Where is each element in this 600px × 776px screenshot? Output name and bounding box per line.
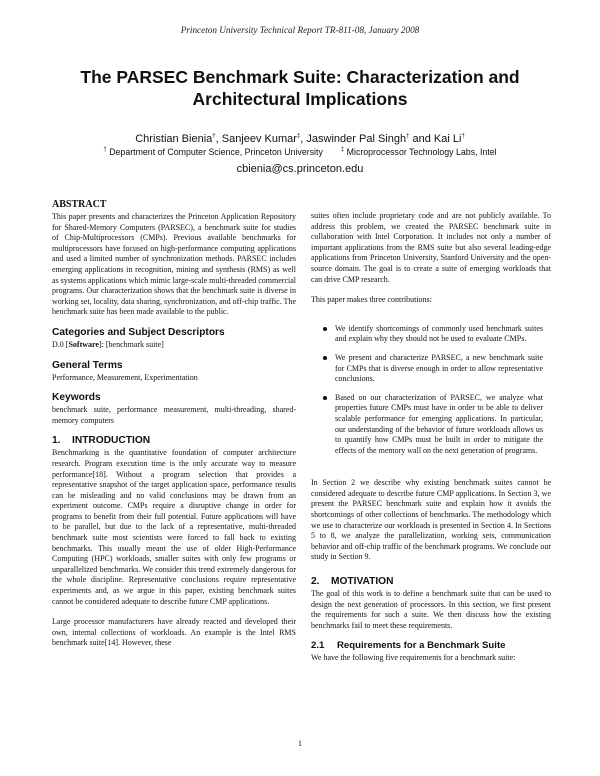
bullet-icon: [323, 327, 327, 331]
bullet-icon: [323, 396, 327, 400]
author-3: Jaswinder Pal Singh: [306, 133, 407, 145]
author-3-mark: †: [406, 133, 410, 140]
author-separator: ,: [215, 133, 222, 145]
abstract-text: This paper presents and characterizes the Princeton Application Repository for Shared-Memory Computers (PARSEC), a benchmark suite for studies of Chip-Multiprocessors (CMPs). Previous available benchmarks for multiprocessors have focused on high-performance computing applications and used a limited number of synchronization methods. PARSEC includes emerging applications in recognition, mining and synthesis (RMS) as well as systems applications which mimic large-scale multi-threaded commercial programs. Our characterization shows that the benchmark suite is diverse in working set, locality, data sharing, synchronization, and off-chip traffic. The benchmark suite has been made available to the public.: [52, 212, 296, 317]
motivation-text: The goal of this work is to define a benchmark suite that can be used to design the next generation of processors. In this section, we first present the requirements for such a suite. We then discuss how the existing benchmarks fail to meet these requirements.: [311, 589, 551, 630]
categories-text: D.0 [Software]: [benchmark suite]: [52, 339, 164, 349]
contributions-list: [311, 324, 551, 457]
outline-paragraph: In Section 2 we describe why existing benchmark suites cannot be considered adequate to describe future CMP applications. In Section 3, we present the PARSEC benchmark suite and explain how it avoids the shortcomings of other collections of benchmarks. The methodology which we use to characterize our workloads is presented in Section 4. In Sections 5 to 8, we analyze the parallelization, working sets, communication behavior and off-chip traffic of the benchmark programs. We conclude our study in Section 9.: [311, 478, 551, 562]
abstract-heading: ABSTRACT: [52, 199, 107, 210]
header-note: Princeton University Technical Report TR-811-08, January 2008: [180, 25, 420, 35]
author-4: Kai Li: [433, 133, 462, 145]
list-item: We present and characterize PARSEC, a new benchmark suite for CMPs that is diverse enough in order to allow representative conclusions.: [311, 353, 551, 385]
author-1: Christian Bienia: [135, 133, 213, 145]
affiliations: [0, 147, 600, 157]
contributions-intro: This paper makes three contributions:: [311, 295, 432, 305]
general-terms-text: Performance, Measurement, Experimentation: [52, 372, 198, 382]
contact-email: cbienia@cs.princeton.edu: [236, 163, 364, 175]
intro-continued-paragraph: suites often include proprietary code and are not publicly available. To address this problem, we created the PARSEC benchmark suite in collaboration with Intel Corporation. It includes not only a number of important applications from the RMS suite but also several leading-edge applications from Princeton University, Stanford University and the open-source domain. The goal is to create a suite of emerging workloads that can drive CMP research.: [311, 211, 551, 284]
right-column: [311, 211, 551, 664]
affiliation-dept-mark: †: [103, 147, 107, 154]
left-column: [52, 198, 296, 649]
requirements-heading: 2.1 Requirements for a Benchmark Suite: [311, 640, 506, 652]
title-line-2: Architectural Implications: [192, 89, 408, 109]
author-2-mark: ‡: [296, 133, 301, 140]
author-separator: and: [409, 133, 434, 145]
paper-title: [40, 66, 560, 110]
introduction-heading: 1. INTRODUCTION: [52, 435, 151, 447]
affiliation-lab: Microprocessor Technology Labs, Intel: [346, 147, 497, 157]
requirements-text: We have the following five requirements for a benchmark suite:: [311, 653, 516, 663]
categories-heading: Categories and Subject Descriptors: [52, 326, 225, 338]
author-2: Sanjeev Kumar: [221, 133, 297, 145]
author-1-mark: †: [212, 133, 216, 140]
author-4-mark: †: [461, 133, 465, 140]
author-separator: ,: [300, 133, 307, 145]
introduction-paragraph-1: Benchmarking is the quantitative foundation of computer architecture research. Program execution time is the only accurate way to measure performance[18]. Without a program selection that provides a representative snapshot of the target application space, performance results can be misleading and no valid conclusions may be drawn from an experiment outcome. CMPs require a disruptive change in order for programs to benefit from their full potential. Future applications will have to be parallel, but due to the lack of a representative, multi-threaded benchmark suite most scientists were forced to fall back to existing benchmarks. This usually meant the use of older High-Performance Computing (HPC) workloads, smaller suites with only few programs or unparallelized benchmarks. We consider this trend extremely dangerous for the whole discipline. Representative conclusions require representative experiments and, as we argue in this paper, existing benchmark suites cannot be considered adequate to describe future CMP applications.: [52, 448, 296, 606]
author-list: [0, 133, 600, 145]
introduction-paragraph-2: Large processor manufacturers have already reacted and developed their own, internal collections of workloads. An example is the Intel RMS benchmark suite[14]. However, these: [52, 617, 296, 648]
motivation-heading: 2. MOTIVATION: [311, 576, 394, 588]
bullet-icon: [323, 356, 327, 360]
general-terms-heading: General Terms: [52, 359, 123, 371]
list-item: Based on our characterization of PARSEC, we analyze what properties future CMPs must have in order to be able to deliver scalable performance for emerging applications. In particular, our understanding of the behavior of future workloads allows us to quantify how CMPs must be built in order to mitigate the effects of the memory wall on the next generation of programs.: [311, 393, 551, 457]
affiliation-lab-mark: ‡: [340, 147, 345, 154]
keywords-text: benchmark suite, performance measurement, multi-threading, shared-memory computers: [52, 405, 296, 425]
page-number: 1: [298, 739, 302, 748]
keywords-heading: Keywords: [52, 392, 101, 404]
list-item: We identify shortcomings of commonly used benchmark suites and explain why they should not be used to evaluate CMPs.: [311, 324, 551, 345]
affiliation-dept: Department of Computer Science, Princeton University: [109, 147, 323, 157]
title-line-1: The PARSEC Benchmark Suite: Characterization and: [80, 67, 520, 87]
